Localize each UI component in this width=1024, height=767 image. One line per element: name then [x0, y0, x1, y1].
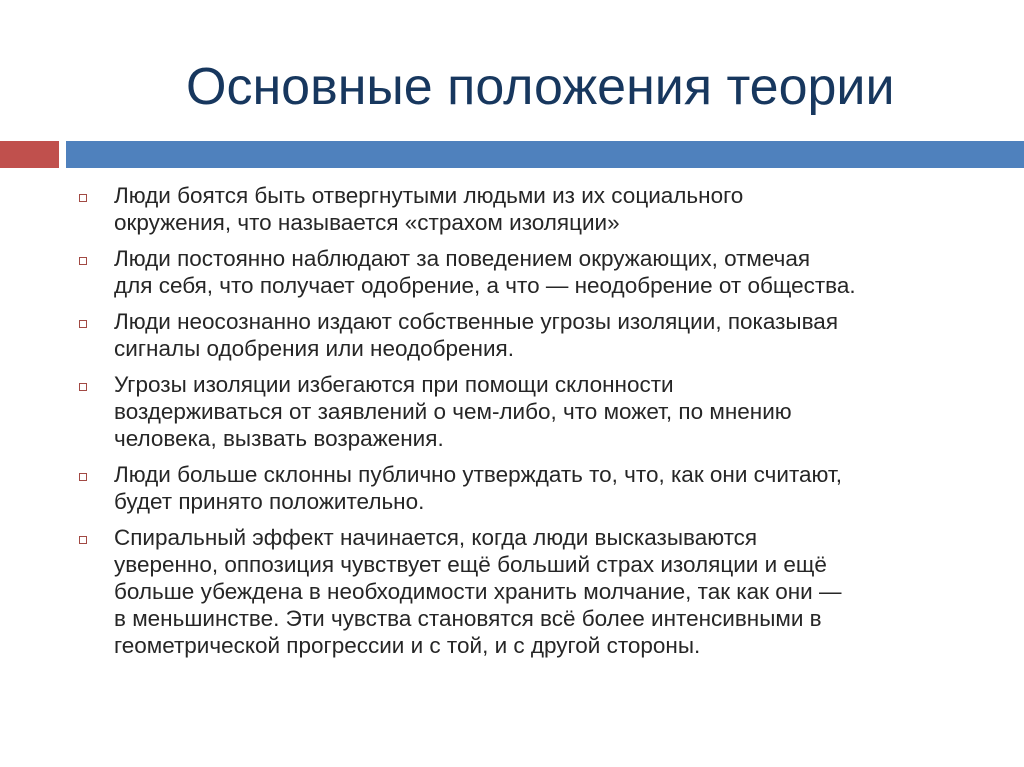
bullet-text-line: Люди больше склонны публично утверждать то, что, как они считают, [114, 462, 842, 487]
bullet-text-line: Люди неосознанно издают собственные угрозы изоляции, показывая [114, 309, 838, 334]
bullet-text-line: человека, вызвать возражения. [114, 426, 444, 451]
hollow-square-bullet-icon [79, 320, 87, 328]
bullet-item [74, 245, 994, 299]
hollow-square-bullet-icon [79, 536, 87, 544]
bullet-list [74, 182, 994, 668]
hollow-square-bullet-icon [79, 383, 87, 391]
bullet-text-line: будет принято положительно. [114, 489, 425, 514]
accent-bar-red [0, 141, 59, 168]
bullet-text-line: для себя, что получает одобрение, а что — неодобрение от общества. [114, 273, 856, 298]
bullet-text-line: сигналы одобрения или неодобрения. [114, 336, 514, 361]
hollow-square-bullet-icon [79, 257, 87, 265]
hollow-square-bullet-icon [79, 473, 87, 481]
bullet-text-line: в меньшинстве. Эти чувства становятся всё более интенсивными в [114, 606, 822, 631]
bullet-text-line: Спиральный эффект начинается, когда люди высказываются [114, 525, 758, 550]
accent-bar-blue [66, 141, 1024, 168]
bullet-item [74, 182, 994, 236]
hollow-square-bullet-icon [79, 194, 87, 202]
bullet-text-line: геометрической прогрессии и с той, и с другой стороны. [114, 633, 701, 658]
bullet-text-line: Люди боятся быть отвергнутыми людьми из их социального [114, 183, 744, 208]
bullet-text-line: Угрозы изоляции избегаются при помощи склонности [114, 372, 674, 397]
bullet-text-line: воздерживаться от заявлений о чем-либо, что может, по мнению [114, 399, 792, 424]
bullet-item [74, 371, 994, 452]
bullet-text-line: окружения, что называется «страхом изоляции» [114, 210, 620, 235]
slide-title: Основные положения теории [186, 58, 895, 116]
bullet-text-line: Люди постоянно наблюдают за поведением окружающих, отмечая [114, 246, 811, 271]
bullet-item [74, 461, 994, 515]
bullet-text-line: больше убеждена в необходимости хранить молчание, так как они — [114, 579, 842, 604]
bullet-item [74, 524, 994, 659]
bullet-item [74, 308, 994, 362]
bullet-text-line: уверенно, оппозиция чувствует ещё больший страх изоляции и ещё [114, 552, 827, 577]
